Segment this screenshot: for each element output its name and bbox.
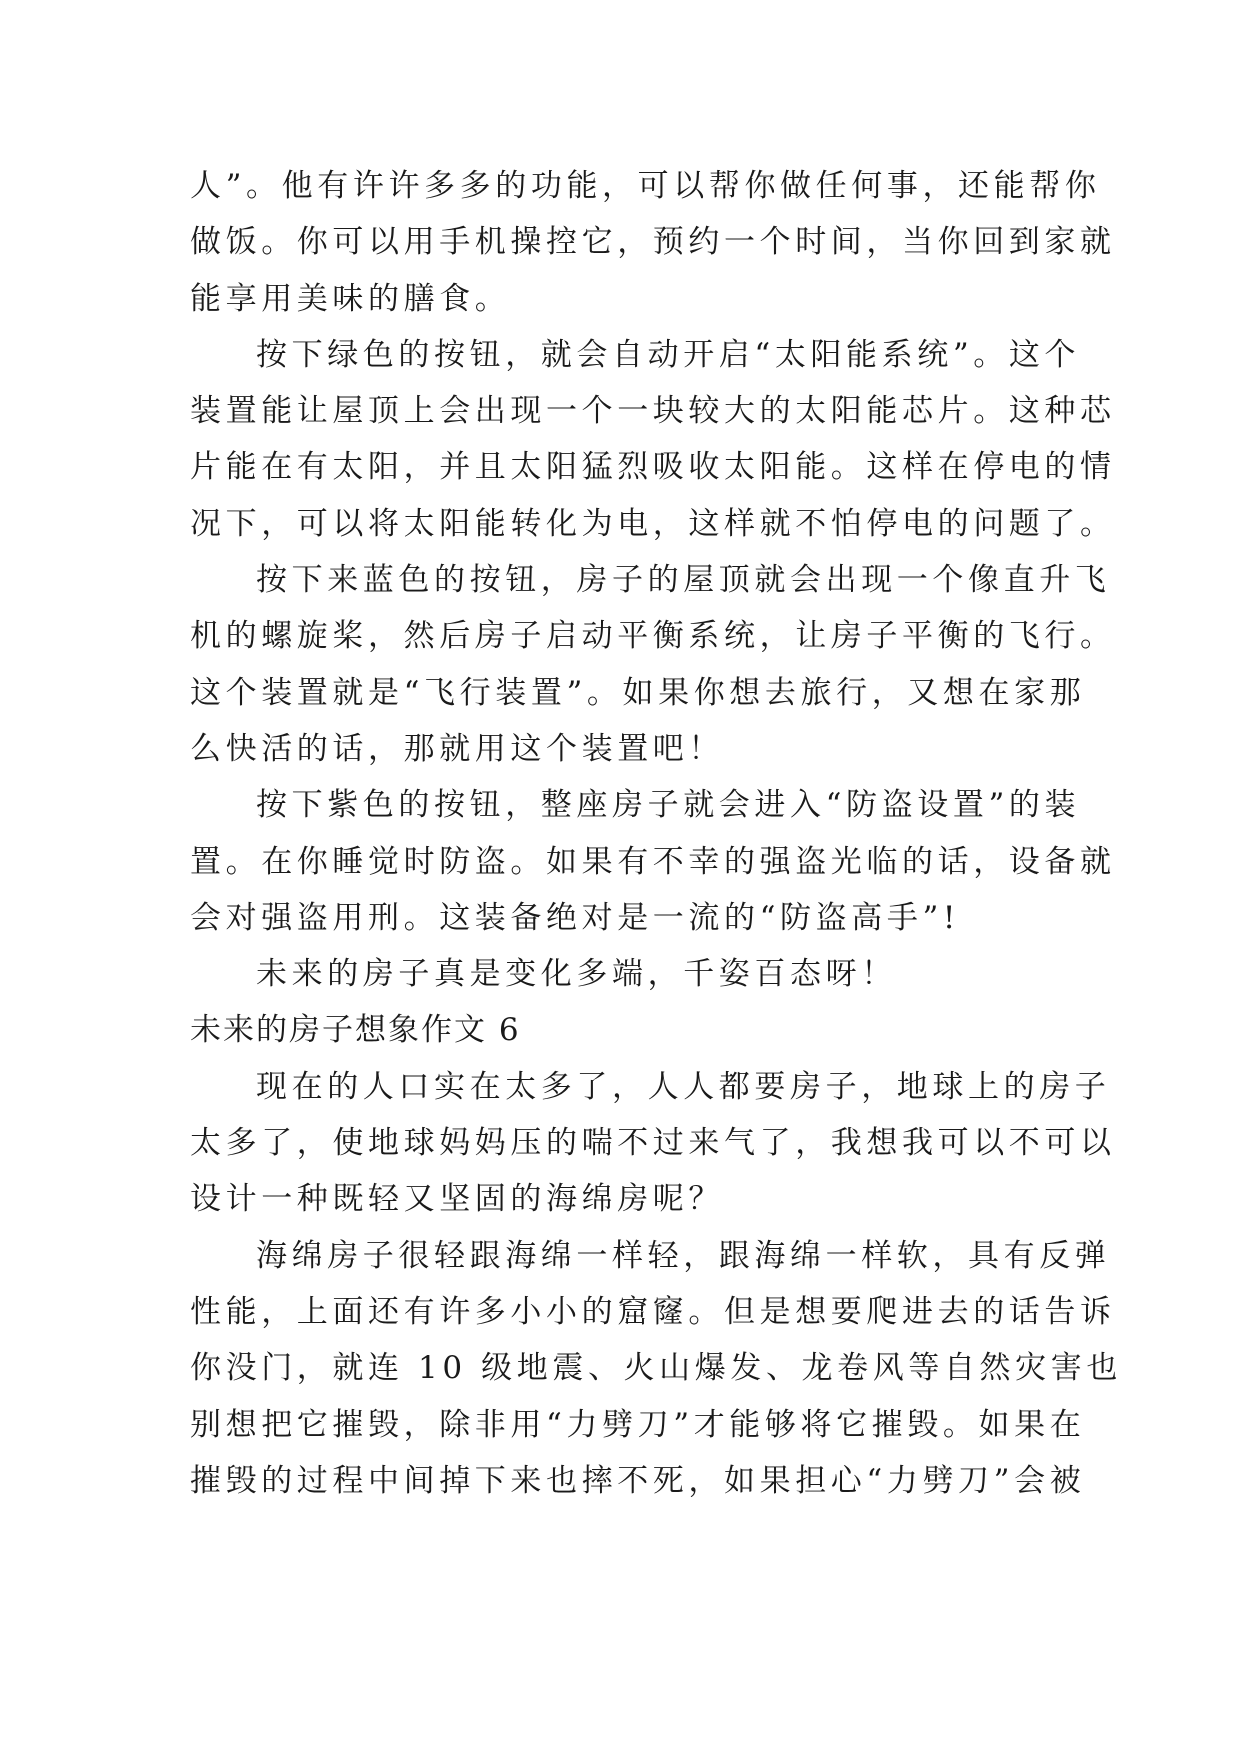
paragraph-first-line: 海绵房子很轻跟海绵一样轻，跟海绵一样软，具有反弹 — [256, 1237, 1111, 1274]
text-line: 性能，上面还有许多小小的窟窿。但是想要爬进去的话告诉 — [190, 1293, 1116, 1330]
text-line: 摧毁的过程中间掉下来也摔不死，如果担心“力劈刀”会被 — [190, 1462, 1086, 1499]
document-body — [190, 158, 1122, 1509]
text-line: 别想把它摧毁，除非用“力劈刀”才能够将它摧毁。如果在 — [190, 1406, 1086, 1443]
text-line: 会对强盗用刑。这装备绝对是一流的“防盗高手”! — [190, 899, 960, 936]
text-line: 么快活的话，那就用这个装置吧！ — [190, 730, 724, 767]
text-line: 能享用美味的膳食。 — [190, 280, 511, 317]
text-line: 况下，可以将太阳能转化为电，这样就不怕停电的问题了。 — [190, 505, 1116, 542]
paragraph-first-line: 按下来蓝色的按钮，房子的屋顶就会出现一个像直升飞 — [256, 562, 1111, 599]
text-line: 你没门，就连 10 级地震、火山爆发、龙卷风等自然灾害也 — [190, 1350, 1122, 1387]
paragraph-first-line: 现在的人口实在太多了，人人都要房子，地球上的房子 — [256, 1068, 1111, 1105]
text-line: 装置能让屋顶上会出现一个一块较大的太阳能芯片。这种芯 — [190, 393, 1116, 430]
paragraph-first-line: 未来的房子真是变化多端，千姿百态呀！ — [256, 956, 897, 993]
text-line: 人”。他有许许多多的功能，可以帮你做任何事，还能帮你 — [190, 168, 1101, 204]
text-line: 做饭。你可以用手机操控它，预约一个时间，当你回到家就 — [190, 224, 1116, 261]
text-line: 片能在有太阳，并且太阳猛烈吸收太阳能。这样在停电的情 — [190, 449, 1116, 486]
paragraph-first-line: 按下绿色的按钮，就会自动开启“太阳能系统”。这个 — [256, 336, 1081, 373]
section-heading: 未来的房子想象作文 6 — [190, 1012, 521, 1049]
text-line: 设计一种既轻又坚固的海绵房呢？ — [190, 1181, 724, 1218]
text-line: 太多了，使地球妈妈压的喘不过来气了，我想我可以不可以 — [190, 1125, 1116, 1162]
text-line: 这个装置就是“飞行装置”。如果你想去旅行，又想在家那 — [190, 674, 1086, 711]
text-line: 置。在你睡觉时防盗。如果有不幸的强盗光临的话，设备就 — [190, 843, 1116, 880]
paragraph-first-line: 按下紫色的按钮，整座房子就会进入“防盗设置”的装 — [256, 787, 1081, 824]
text-line: 机的螺旋桨，然后房子启动平衡系统，让房子平衡的飞行。 — [190, 618, 1116, 655]
